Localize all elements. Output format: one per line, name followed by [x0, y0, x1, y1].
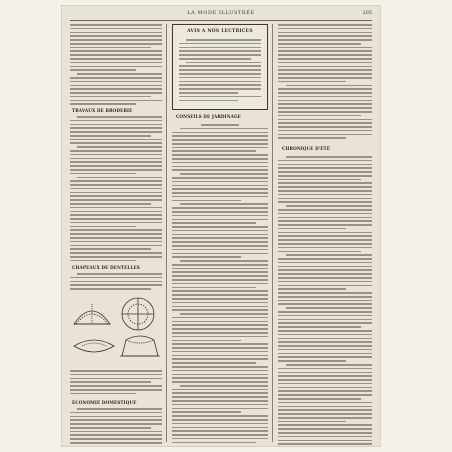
section-heading-chapeaux: CHAPEAUX DE DENTELLES: [72, 265, 140, 270]
left-text-block-1: [70, 24, 162, 107]
left-text-block-3: [70, 273, 162, 292]
hat-brim-diagram: [74, 340, 114, 352]
left-text-block-2: [70, 116, 162, 263]
right-text-block-1: [278, 24, 372, 141]
running-head-title: LA MODE ILLUSTRÉE: [187, 10, 255, 16]
lace-hat-diagrams: [70, 294, 162, 368]
hat-side-diagram: [122, 336, 158, 356]
page-number: 205: [362, 10, 372, 16]
magazine-page: [62, 6, 380, 446]
notice-box-text: [179, 39, 261, 103]
notice-box: [172, 24, 268, 110]
column-rule-right: [272, 24, 273, 442]
header-rule: [70, 20, 372, 21]
notice-box-title: AVIS A NOS LECTRICES: [187, 29, 253, 34]
left-text-block-4: [70, 370, 162, 396]
section-heading-chronique: CHRONIQUE D'ÉTÉ: [282, 146, 331, 151]
column-rule-left: [166, 24, 167, 442]
right-text-block-2: [278, 156, 372, 446]
section-heading-travaux: TRAVAUX DE BRODERIE: [72, 108, 133, 113]
section-heading-economie: ÉCONOMIE DOMESTIQUE: [72, 400, 137, 405]
left-text-block-5: [70, 408, 162, 446]
middle-text-block: [172, 124, 268, 445]
section-heading-conseils: CONSEILS DE JARDINAGE: [176, 114, 241, 119]
running-header: [70, 10, 372, 20]
